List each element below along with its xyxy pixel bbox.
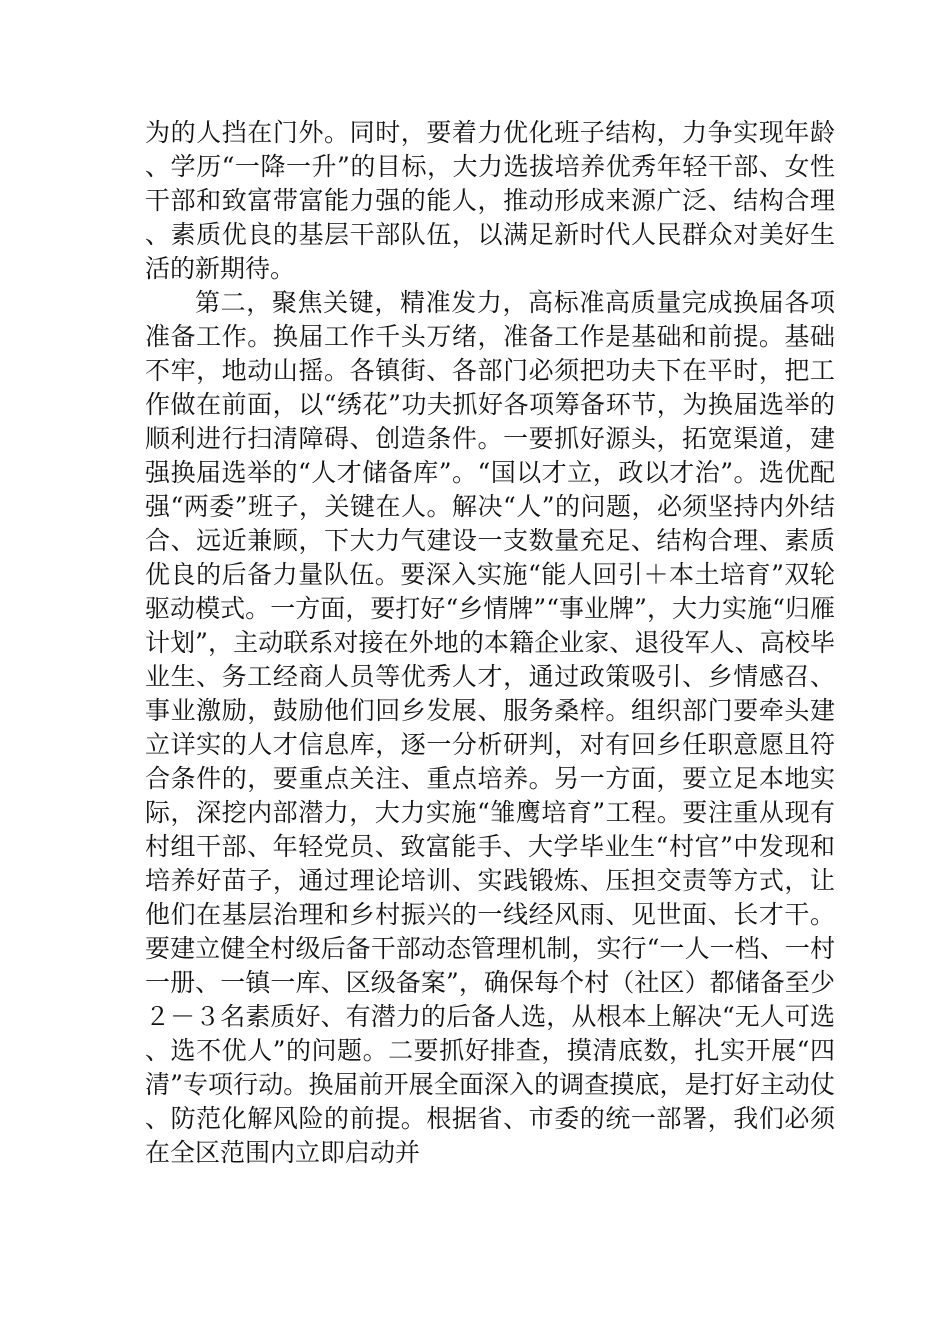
paragraph-continuation: 为的人挡在门外。同时，要着力优化班子结构，力争实现年龄、学历“一降一升”的目标，大力选拔培养优秀年轻干部、女性干部和致富带富能力强的能人，推动形成来源广泛、结构合理、素质优良的基层干部队伍，以满足新时代人民群众对美好生活的新期待。 bbox=[145, 118, 835, 283]
paragraph-second-point: 第二，聚焦关键，精准发力，高标准高质量完成换届各项准备工作。换届工作千头万绪，准备工作是基础和前提。基础不牢，地动山摇。各镇街、各部门必须把功夫下在平时，把工作做在前面，以“绣花”功夫抓好各项筹备环节，为换届选举的顺利进行扫清障碍、创造条件。一要抓好源头，拓宽渠道，建强换届选举的“人才储备库”。“国以才立，政以才治”。选优配强“两委”班子，关键在人。解决“人”的问题，必须坚持内外结合、远近兼顾，下大力气建设一支数量充足、结构合理、素质优良的后备力量队伍。要深入实施“能人回引＋本土培育”双轮驱动模式。一方面，要打好“乡情牌”“事业牌”，大力实施“归雁计划”，主动联系对接在外地的本籍企业家、退役军人、高校毕业生、务工经商人员等优秀人才，通过政策吸引、乡情感召、事业激励，鼓励他们回乡发展、服务桑梓。组织部门要牵头建立详实的人才信息库，逐一分析研判，对有回乡任职意愿且符合条件的，要重点关注、重点培养。另一方面，要立足本地实际，深挖内部潜力，大力实施“雏鹰培育”工程。要注重从现有村组干部、年轻党员、致富能手、大学毕业生“村官”中发现和培养好苗子，通过理论培训、实践锻炼、压担交责等方式，让他们在基层治理和乡村振兴的一线经风雨、见世面、长才干。要建立健全村级后备干部动态管理机制，实行“一人一档、一村一册、一镇一库、区级备案”，确保每个村（社区）都储备至少２－３名素质好、有潜力的后备人选，从根本上解决“无人可选、选不优人”的问题。二要抓好排查，摸清底数，扎实开展“四清”专项行动。换届前开展全面深入的调查摸底，是打好主动仗、防范化解风险的前提。根据省、市委的统一部署，我们必须在全区范围内立即启动并 bbox=[145, 288, 835, 1167]
body-text bbox=[145, 116, 835, 1170]
